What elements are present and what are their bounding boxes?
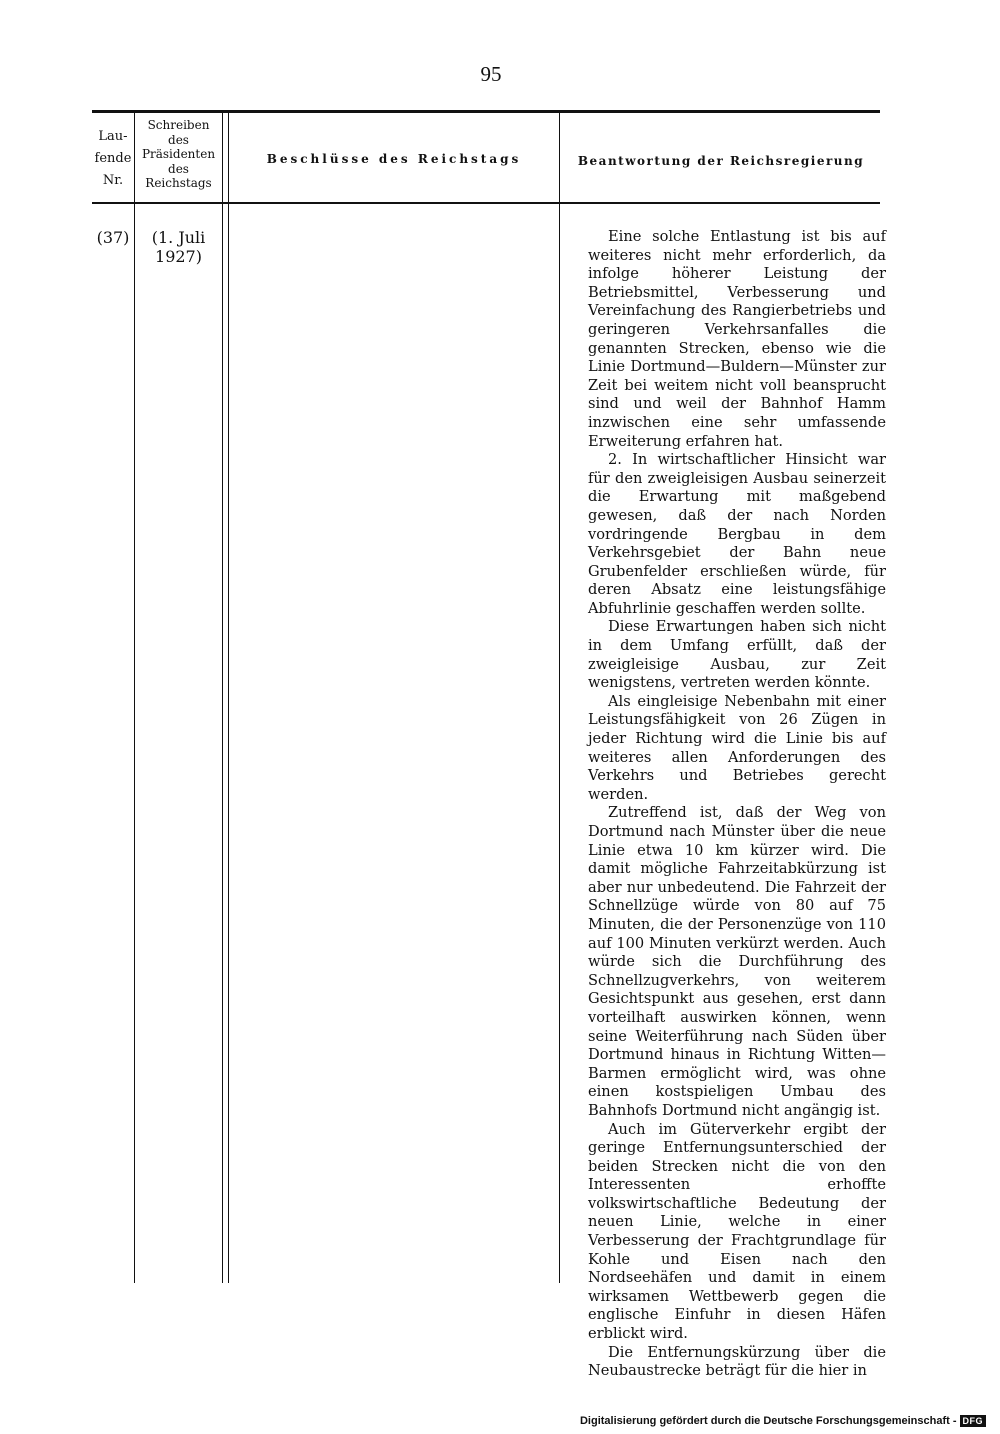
header-running-number-line-3: Nr. bbox=[102, 173, 124, 188]
reply-paragraph: Als eingleisige Nebenbahn mit einer Leistungsfähigkeit von 26 Zügen in jeder Richtung wird die Linie bis auf weiteres allen Anforderungen des Verkehrs und Betriebes gerecht werden. bbox=[588, 692, 886, 803]
column-divider-2 bbox=[222, 113, 223, 1283]
table-top-rule bbox=[92, 110, 880, 113]
reply-paragraph: Auch im Güterverkehr ergibt der geringe Entfernungsunterschied der beiden Strecken nicht die von den Interessenten erhoffte volkswirtschaftliche Bedeutung der neuen Linie, welche in einer Verbesserung der Frachtgrundlage für Kohle und Eisen nach den Nordseehäfen und damit in einem wirksamen Wettbewerb gegen die englische Einfuhr in diesen Häfen erblickt wird. bbox=[588, 1120, 886, 1343]
header-president-line-4: des bbox=[168, 161, 189, 176]
header-president-line-2: des bbox=[168, 132, 189, 147]
entry-date bbox=[135, 228, 222, 266]
entry-number: (37) bbox=[96, 228, 130, 247]
digitization-footer bbox=[580, 1415, 986, 1427]
header-running-number-line-1: Lau- bbox=[98, 129, 128, 144]
column-divider-1 bbox=[134, 113, 135, 1283]
header-government-reply: Beantwortung der Reichsregierung bbox=[577, 154, 865, 168]
entry-date-line-1: (1. Juli bbox=[151, 228, 206, 247]
header-bottom-rule bbox=[92, 202, 880, 204]
header-president-letter bbox=[135, 118, 222, 191]
column-divider-3 bbox=[559, 113, 560, 1283]
reply-paragraph: Zutreffend ist, daß der Weg von Dortmund nach Münster über die neue Linie etwa 10 km kürzer wird. Die damit mögliche Fahrzeitabkürzung ist aber nur unbedeutend. Die Fahrzeit der Schnellzüge würde von 80 auf 75 Minuten, die der Personenzüge von 110 auf 100 Minuten verkürzt werden. Auch würde sich die Durchführung des Schnellzugverkehrs, von weiterem Gesichtspunkt aus gesehen, erst dann vorteilhaft auswirken können, wenn seine Weiterführung nach Süden über Dortmund hinaus in Richtung Witten—Barmen ermöglicht wird, was ohne einen kostspieligen Umbau des Bahnhofs Dortmund nicht angängig ist. bbox=[588, 804, 886, 1119]
dfg-logo: DFG bbox=[960, 1415, 987, 1427]
header-president-line-1: Schreiben bbox=[147, 118, 210, 132]
header-running-number-line-2: fende bbox=[94, 151, 132, 166]
government-reply-text bbox=[588, 228, 886, 1381]
column-divider-2b bbox=[228, 113, 229, 1283]
header-president-line-3: Präsidenten bbox=[141, 147, 216, 161]
reply-paragraph: Diese Erwartungen haben sich nicht in dem Umfang erfüllt, daß der zweigleisige Ausbau, zur Zeit wenigstens, vertreten werden könnte. bbox=[588, 618, 886, 692]
reply-paragraph: 2. In wirtschaftlicher Hinsicht war für den zweigleisigen Ausbau seinerzeit die Erwartung mit maßgebend gewesen, daß der nach Norden vordringende Bergbau in dem Verkehrsgebiet der Bahn neue Grubenfelder erschließen würde, für deren Absatz eine leistungsfähige Abfuhrlinie geschaffen werden sollte. bbox=[588, 451, 886, 617]
header-running-number bbox=[92, 126, 134, 192]
footer-text: Digitalisierung gefördert durch die Deutsche Forschungsgemeinschaft - bbox=[579, 1415, 957, 1427]
reply-paragraph: Die Entfernungskürzung über die Neubaustrecke beträgt für die hier in bbox=[588, 1343, 886, 1380]
entry-date-line-2: 1927) bbox=[155, 247, 202, 266]
header-president-line-5: Reichstags bbox=[145, 176, 212, 190]
header-resolutions: Beschlüsse des Reichstags bbox=[266, 152, 522, 166]
page-number: 95 bbox=[480, 62, 502, 86]
reply-paragraph: Eine solche Entlastung ist bis auf weiteres nicht mehr erforderlich, da infolge höherer Leistung der Betriebsmittel, Verbesserung und Vereinfachung des Rangierbetriebs und geringeren Verkehrsanfalles die genannten Strecken, ebenso wie die Linie Dortmund—Buldern—Münster zur Zeit bei weitem nicht voll beansprucht sind und weil der Bahnhof Hamm inzwischen eine sehr umfassende Erweiterung erfahren hat. bbox=[588, 228, 886, 450]
